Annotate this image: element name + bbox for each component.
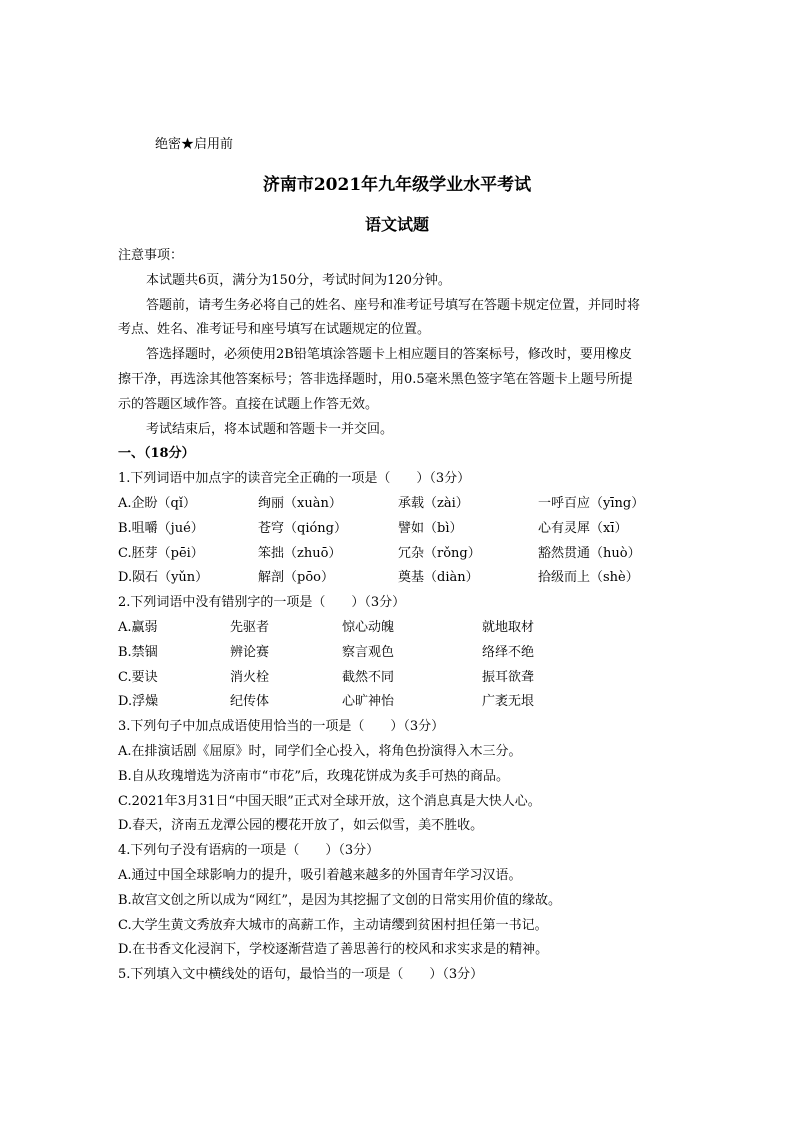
- option-item: B.咀嚼（jué）: [118, 520, 204, 536]
- option-item: A.在排演话剧《屈原》时，同学们全心投入，将角色扮演得入木三分。: [118, 743, 522, 759]
- notice-heading: 注意事项：: [118, 248, 184, 263]
- option-item: 消火栓: [230, 669, 270, 685]
- option-item: A.通过中国全球影响力的提升，吸引着越来越多的外国青年学习汉语。: [118, 867, 522, 883]
- option-item: B.自从玫瑰增选为济南市“市花”后，玫瑰花饼成为炙手可热的商品。: [118, 768, 509, 784]
- option-item: 绚丽（xuàn）: [258, 495, 342, 511]
- exam-title: 济南市2021年九年级学业水平考试: [262, 175, 532, 195]
- question-stem: 5.下列填入文中横线处的语句，最恰当的一项是（ ）（3分）: [118, 967, 484, 983]
- question-stem: 3.下列句子中加点成语使用恰当的一项是（ ）（3分）: [118, 719, 445, 735]
- option-item: 一呼百应（yīng）: [538, 495, 645, 511]
- option-item: 纪传体: [230, 694, 270, 710]
- option-item: 振耳欲聋: [482, 669, 535, 685]
- option-row: [118, 641, 678, 666]
- notice-paragraph: 答题前，请考生务必将自己的姓名、座号和准考证号填写在答题卡规定位置，并同时将: [146, 297, 641, 313]
- option-item: 苍穹（qióng）: [258, 520, 348, 536]
- option-item: 拾级而上（shè）: [538, 570, 639, 586]
- secret-label: 绝密★启用前: [155, 137, 234, 152]
- option-item: C.2021年3月31日“中国天眼”正式对全球开放，这个消息真是大快人心。: [118, 793, 541, 809]
- option-item: 豁然贯通（huò）: [538, 545, 641, 561]
- option-item: 就地取材: [482, 619, 535, 635]
- question-stem: 2.下列词语中没有错别字的一项是（ ）（3分）: [118, 595, 406, 611]
- option-item: D.在书香文化浸润下，学校逐渐营造了善思善行的校风和求实求是的精神。: [118, 942, 549, 958]
- option-item: B.禁锢: [118, 644, 158, 660]
- notice-paragraph: 考点、姓名、准考证号和座号填写在试题规定的位置。: [118, 322, 431, 338]
- option-item: 冗杂（rǒng）: [398, 545, 481, 561]
- option-item: A.赢弱: [118, 619, 158, 635]
- option-item: C.大学生黄文秀放弃大城市的高薪工作，主动请缨到贫困村担任第一书记。: [118, 917, 548, 933]
- option-row: [118, 690, 678, 715]
- notice-paragraph: 本试题共6页，满分为150分，考试时间为120分钟。: [146, 272, 451, 288]
- notice-paragraph: 答选择题时，必须使用2B铅笔填涂答题卡上相应题目的答案标号，修改时，要用橡皮: [146, 347, 632, 363]
- option-item: 辨论赛: [230, 644, 270, 660]
- option-row: [118, 666, 678, 691]
- option-item: B.故宫文创之所以成为“网红”，是因为其挖掘了文创的日常实用价值的缘故。: [118, 892, 561, 908]
- option-row: [118, 542, 678, 567]
- option-item: 心旷神怡: [342, 694, 395, 710]
- option-item: 截然不同: [342, 669, 395, 685]
- section-heading: 一、（18分）: [118, 446, 195, 462]
- option-row: [118, 517, 678, 542]
- option-item: 惊心动魄: [342, 619, 395, 635]
- option-item: D.春天，济南五龙潭公园的樱花开放了，如云似雪，美不胜收。: [118, 818, 484, 834]
- option-item: 笨拙（zhuō）: [258, 545, 342, 561]
- notice-paragraph: 擦干净，再选涂其他答案标号；答非选择题时，用0.5毫米黑色签字笔在答题卡上题号所提: [118, 371, 633, 387]
- option-item: 察言观色: [342, 644, 395, 660]
- notice-paragraph: 考试结束后，将本试题和答题卡一并交回。: [146, 421, 394, 437]
- option-item: 心有灵犀（xī）: [538, 520, 628, 536]
- option-item: 承载（zài）: [398, 495, 469, 511]
- exam-subtitle: 语文试题: [364, 215, 429, 234]
- option-item: C.要诀: [118, 669, 158, 685]
- option-item: A.企盼（qǐ）: [118, 495, 197, 511]
- option-item: 广袤无垠: [482, 694, 535, 710]
- option-row: [118, 616, 678, 641]
- exam-body: [118, 244, 678, 988]
- option-item: 奠基（diàn）: [398, 570, 479, 586]
- option-row: [118, 492, 678, 517]
- option-item: D.浮燥: [118, 694, 159, 710]
- option-item: 解剖（pōo）: [258, 570, 334, 586]
- option-item: 络绎不绝: [482, 644, 535, 660]
- question-stem: 4.下列句子没有语病的一项是（ ）（3分）: [118, 843, 380, 859]
- question-stem: 1.下列词语中加点字的读音完全正确的一项是（ ）（3分）: [118, 471, 471, 487]
- option-item: D.陨石（yǔn）: [118, 570, 209, 586]
- notice-paragraph: 示的答题区域作答。直接在试题上作答无效。: [118, 396, 379, 412]
- option-item: C.胚芽（pēi）: [118, 545, 204, 561]
- option-item: 先驱者: [230, 619, 270, 635]
- option-item: 譬如（bì）: [398, 520, 463, 536]
- option-row: [118, 566, 678, 591]
